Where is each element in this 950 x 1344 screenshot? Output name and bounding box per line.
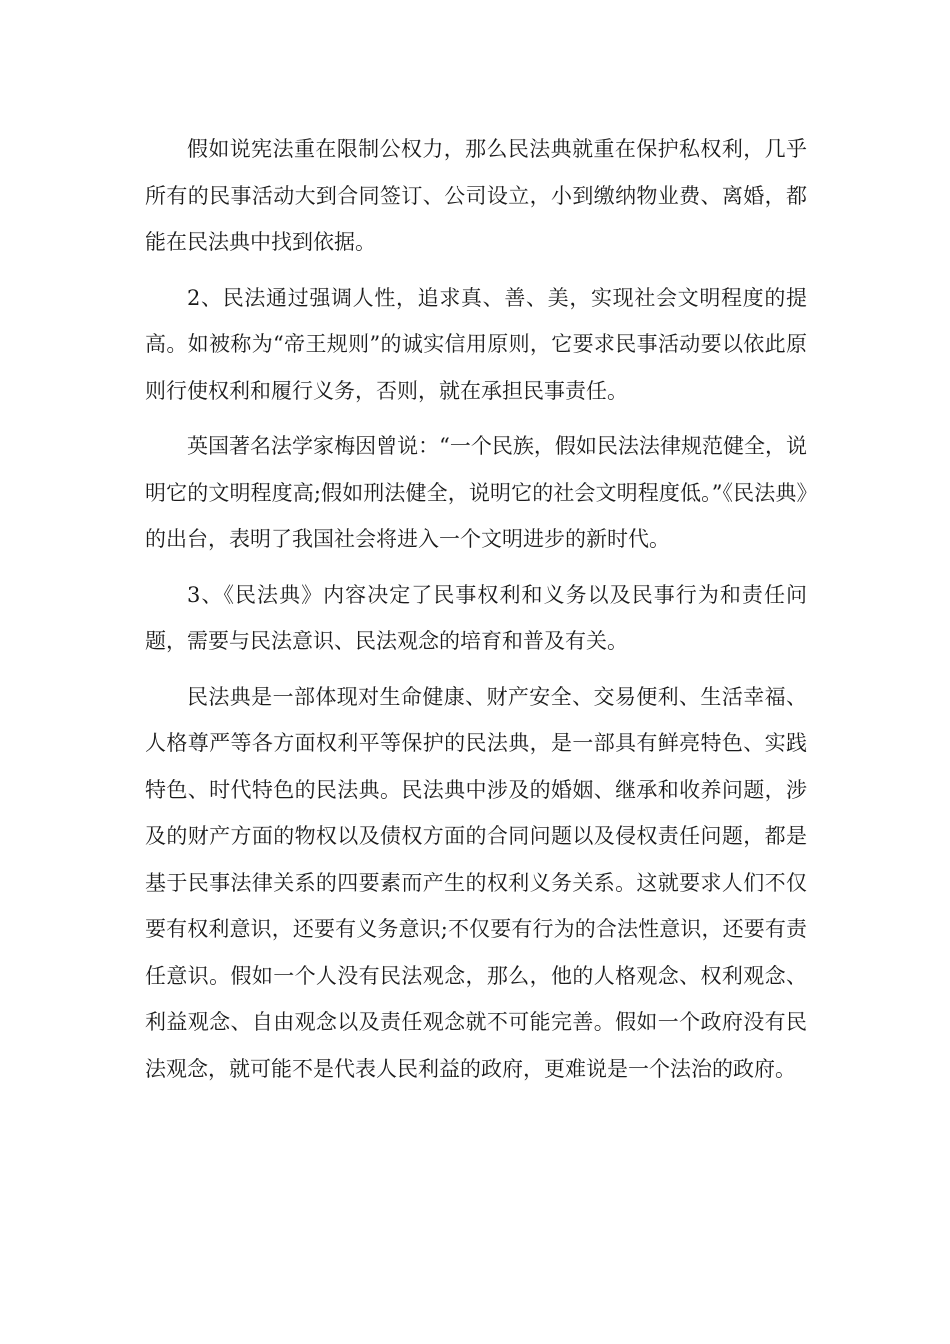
document-body <box>145 126 807 1101</box>
paragraph-5: 民法典是一部体现对生命健康、财产安全、交易便利、生活幸福、人格尊严等各方面权利平等保护的民法典，是一部具有鲜亮特色、实践特色、时代特色的民法典。民法典中涉及的婚姻、继承和收养问题，涉及的财产方面的物权以及债权方面的合同问题以及侵权责任问题，都是基于民事法律关系的四要素而产生的权利义务关系。这就要求人们不仅要有权利意识，还要有义务意识;不仅要有行为的合法性意识，还要有责任意识。假如一个人没有民法观念，那么，他的人格观念、权利观念、利益观念、自由观念以及责任观念就不可能完善。假如一个政府没有民法观念，就可能不是代表人民利益的政府，更难说是一个法治的政府。 <box>145 684 807 1081</box>
paragraph-2: 2、民法通过强调人性，追求真、善、美，实现社会文明程度的提高。如被称为“帝王规则”的诚实信用原则，它要求民事活动要以依此原则行使权利和履行义务，否则，就在承担民事责任。 <box>145 285 807 403</box>
paragraph-1: 假如说宪法重在限制公权力，那么民法典就重在保护私权利，几乎所有的民事活动大到合同签订、公司设立，小到缴纳物业费、离婚，都能在民法典中找到依据。 <box>145 137 807 254</box>
paragraph-3: 英国著名法学家梅因曾说：“一个民族，假如民法法律规范健全，说明它的文明程度高;假如刑法健全，说明它的社会文明程度低。”《民法典》的出台，表明了我国社会将进入一个文明进步的新时代。 <box>145 434 807 551</box>
paragraph-4: 3、《民法典》内容决定了民事权利和义务以及民事行为和责任问题，需要与民法意识、民法观念的培育和普及有关。 <box>145 582 807 653</box>
